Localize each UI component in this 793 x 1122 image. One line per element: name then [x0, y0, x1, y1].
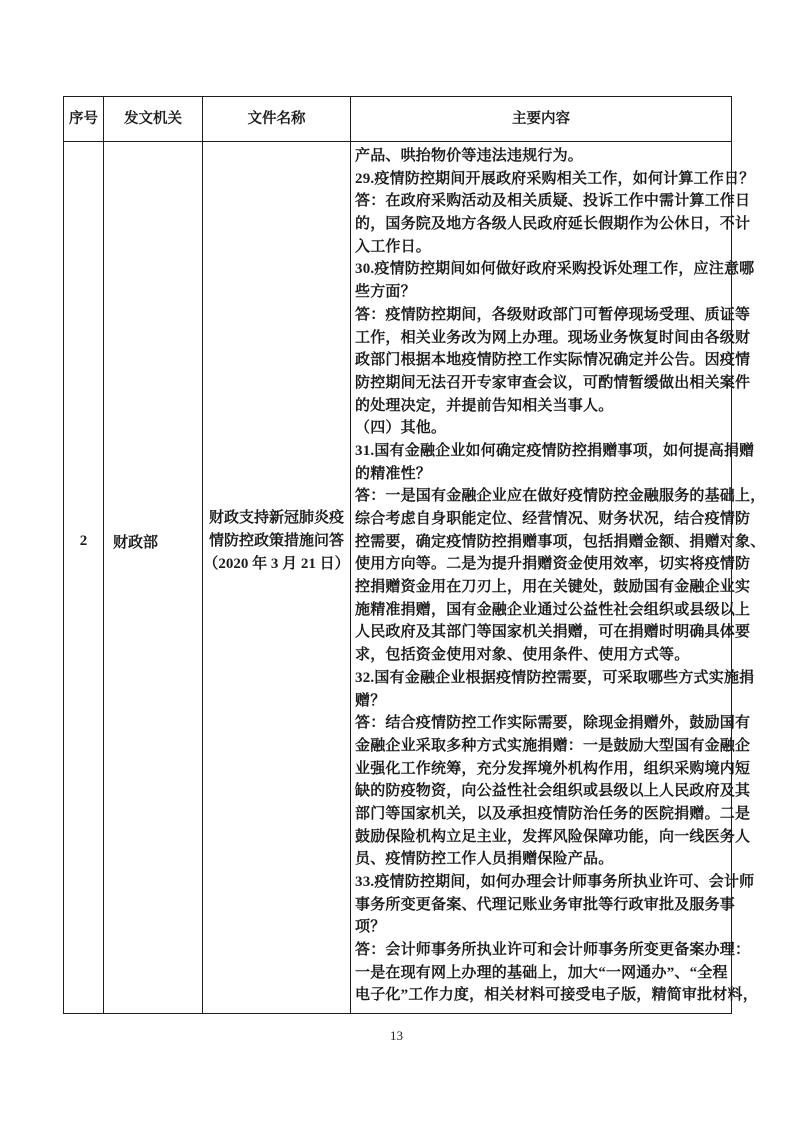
- content-line: 的处理决定，并提前告知相关当事人。: [355, 397, 614, 414]
- content-line: 工作，相关业务改为网上办理。现场业务恢复时间由各级财: [355, 329, 751, 346]
- column-header-content: 主要内容: [351, 97, 732, 142]
- content-line: 33.疫情防控期间，如何办理会计师事务所执业许可、会计师: [355, 874, 755, 890]
- content-line: 些方面？: [355, 284, 416, 301]
- content-line: 金融企业采取多种方式实施捐赠：一是鼓励大型国有金融企: [355, 737, 751, 754]
- page-number: 13: [390, 1028, 403, 1043]
- column-header-docname: 文件名称: [203, 97, 351, 142]
- agency-value: 财政部: [113, 535, 159, 551]
- content-line: 产品、哄抬物价等违法违规行为。: [355, 148, 584, 164]
- content-line: 30.疫情防控期间如何做好政府采购投诉处理工作，应注意哪: [355, 261, 755, 278]
- content-lines: [355, 145, 766, 1007]
- content-line: 答：一是国有金融企业应在做好疫情防控金融服务的基础上，: [355, 488, 766, 505]
- content-line: 答：会计师事务所执业许可和会计师事务所变更备案办理：: [355, 942, 751, 959]
- content-cell: [351, 142, 766, 1014]
- column-header-agency: 发文机关: [104, 97, 203, 142]
- agency-cell: [104, 142, 203, 1014]
- content-line: 一是在现有网上办理的基础上，加大“一网通办”、“全程: [355, 964, 728, 981]
- policy-table: [63, 96, 766, 1014]
- column-header-seq: 序号: [64, 97, 104, 142]
- content-line: 29.疫情防控期间开展政府采购相关工作，如何计算工作日？: [355, 170, 755, 187]
- content-line: 缺的防疫物资，向公益性社会组织或县级以上人民政府及其: [355, 783, 751, 800]
- content-line: 项？: [355, 919, 386, 936]
- content-line: 事务所变更备案、代理记账业务审批等行政审批及服务事: [355, 896, 736, 913]
- content-line: 防控期间无法召开专家审查会议，可酌情暂缓做出相关案件: [355, 374, 751, 391]
- content-line: 求，包括资金使用对象、使用条件、使用方式等。: [355, 647, 690, 664]
- content-line: 施精准捐赠，国有金融企业通过公益性社会组织或县级以上: [355, 601, 751, 618]
- content-line: 32.国有金融企业根据疫情防控需要，可采取哪些方式实施捐: [355, 669, 755, 686]
- table-row: [64, 142, 732, 1014]
- content-line: 31.国有金融企业如何确定疫情防控捐赠事项，如何提高捐赠: [355, 442, 755, 459]
- content-line: 答：在政府采购活动及相关质疑、投诉工作中需计算工作日: [355, 193, 751, 210]
- content-line: 使用方向等。二是为提升捐赠资金使用效率，切实将疫情防: [355, 556, 751, 573]
- docname-line: 财政支持新冠肺炎疫: [208, 510, 344, 526]
- content-line: 员、疫情防控工作人员捐赠保险产品。: [355, 851, 614, 868]
- docname-lines: [203, 507, 350, 576]
- docname-line: （2020 年 3 月 21 日）: [203, 556, 350, 572]
- content-line: 答：结合疫情防控工作实际需要，除现金捐赠外，鼓励国有: [355, 715, 751, 732]
- docname-line: 情防控政策措施问答: [208, 533, 344, 549]
- content-line: 综合考虑自身职能定位、经营情况、财务状况，结合疫情防: [355, 511, 751, 527]
- content-line: 业强化工作统筹，充分发挥境外机构作用，组织采购境内短: [355, 760, 751, 777]
- content-line: 人民政府及其部门等国家机关捐赠，可在捐赠时明确具体要: [355, 624, 751, 641]
- content-line: 政部门根据本地疫情防控工作实际情况确定并公告。因疫情: [355, 352, 751, 369]
- content-line: 答：疫情防控期间，各级财政部门可暂停现场受理、质证等: [355, 306, 751, 323]
- seq-cell: [64, 142, 104, 1014]
- content-line: 的，国务院及地方各级人民政府延长假期作为公休日，不计: [355, 216, 751, 233]
- seq-value: 2: [79, 533, 88, 549]
- content-line: 鼓励保险机构立足主业，发挥风险保障功能，向一线医务人: [355, 828, 751, 845]
- content-line: 控捐赠资金用在刀刃上，用在关键处，鼓励国有金融企业实: [355, 579, 751, 596]
- content-line: 的精准性？: [355, 465, 432, 482]
- content-line: （四）其他。: [355, 420, 447, 437]
- content-line: 入工作日。: [355, 238, 432, 255]
- content-line: 电子化”工作力度，相关材料可接受电子版，精简审批材料，: [355, 987, 758, 1004]
- content-line: 控需要，确定疫情防控捐赠事项，包括捐赠金额、捐赠对象、: [355, 533, 766, 550]
- content-line: 赠？: [355, 692, 386, 709]
- table-header-row: [64, 97, 732, 142]
- content-line: 部门等国家机关，以及承担疫情防治任务的医院捐赠。二是: [355, 805, 751, 822]
- docname-cell: [203, 142, 351, 1014]
